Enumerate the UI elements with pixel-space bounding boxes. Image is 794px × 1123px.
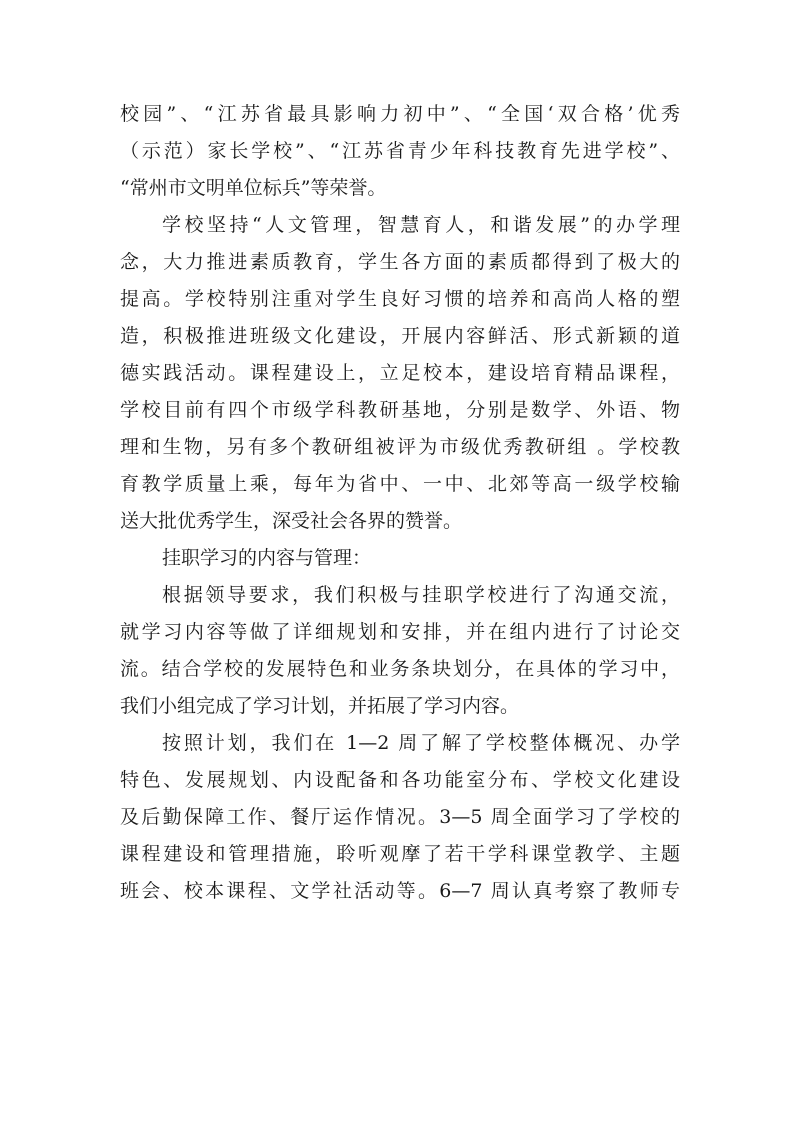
paragraph-line: 送大批优秀学生，深受社会各界的赞誉。 — [120, 510, 463, 532]
paragraph-line: 校园”、“江苏省最具影响力初中”、“全国‘双合格’优秀 — [120, 103, 680, 125]
paragraph-line: 学校坚持“人文管理，智慧育人，和谐发展”的办学理 — [162, 214, 680, 236]
paragraph-line: 德实践活动。课程建设上，立足校本，建设培育精品课程， — [120, 362, 680, 384]
paragraph-line: “常州市文明单位标兵”等荣誉。 — [120, 177, 387, 199]
paragraph-line: 理和生物，另有多个教研组被评为市级优秀教研组 。学校教 — [120, 436, 680, 458]
paragraph-line: 造，积极推进班级文化建设，开展内容鲜活、形式新颖的道 — [120, 325, 680, 347]
paragraph-line: 及后勤保障工作、餐厅运作情况。3—5 周全面学习了学校的 — [120, 806, 680, 828]
paragraph-line: 根据领导要求，我们积极与挂职学校进行了沟通交流， — [162, 584, 680, 606]
paragraph-line: 按照计划，我们在 1—2 周了解了学校整体概况、办学 — [162, 732, 680, 754]
paragraph-line: 班会、校本课程、文学社活动等。6—7 周认真考察了教师专 — [120, 880, 680, 902]
paragraph-line: 提高。学校特别注重对学生良好习惯的培养和高尚人格的塑 — [120, 288, 680, 310]
paragraph-line: （示范）家长学校”、“江苏省青少年科技教育先进学校”、 — [120, 140, 680, 162]
section-heading: 挂职学习的内容与管理： — [162, 547, 372, 569]
document-body — [120, 96, 680, 910]
paragraph-line: 我们小组完成了学习计划，并拓展了学习内容。 — [120, 695, 520, 717]
paragraph-line: 育教学质量上乘，每年为省中、一中、北郊等高一级学校输 — [120, 473, 680, 495]
paragraph-line: 念，大力推进素质教育，学生各方面的素质都得到了极大的 — [120, 251, 680, 273]
paragraph-line: 流。结合学校的发展特色和业务条块划分，在具体的学习中， — [120, 658, 680, 680]
paragraph-line: 特色、发展规划、内设配备和各功能室分布、学校文化建设 — [120, 769, 680, 791]
paragraph-line: 课程建设和管理措施，聆听观摩了若干学科课堂教学、主题 — [120, 843, 680, 865]
paragraph-line: 就学习内容等做了详细规划和安排，并在组内进行了讨论交 — [120, 621, 680, 643]
paragraph-line: 学校目前有四个市级学科教研基地，分别是数学、外语、物 — [120, 399, 680, 421]
